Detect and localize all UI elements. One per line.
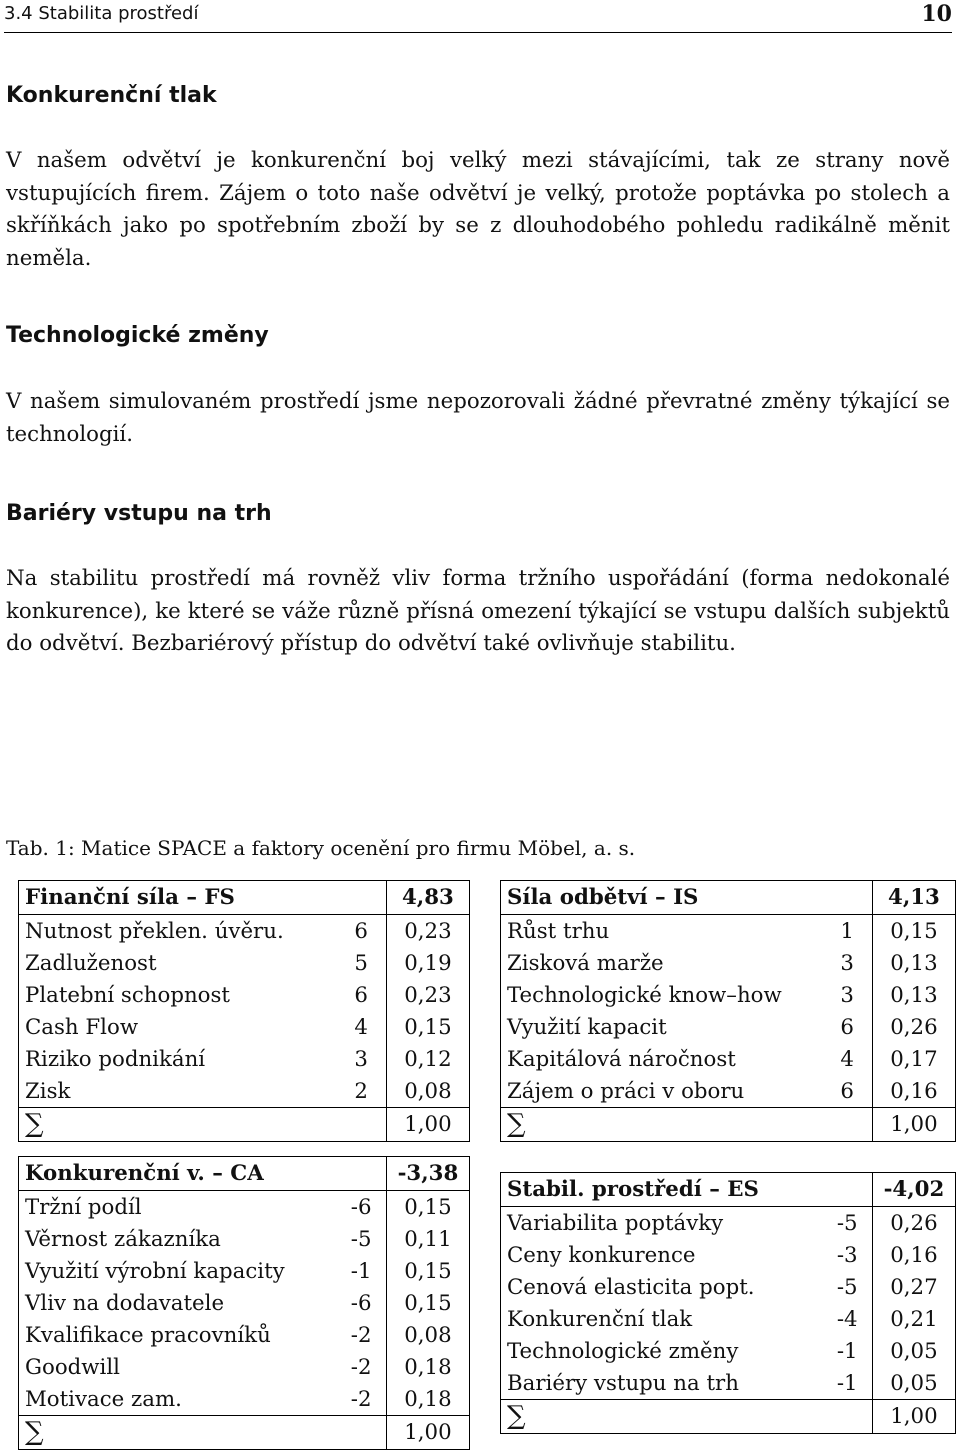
row-label: Ceny konkurence	[507, 1242, 696, 1268]
row-score: 6	[354, 982, 368, 1008]
row-label: Zisková marže	[507, 950, 664, 976]
row-label: Zadluženost	[25, 950, 157, 976]
row-label: Zájem o práci v oboru	[507, 1078, 745, 1104]
row-label: Konkurenční tlak	[507, 1306, 693, 1332]
row-label: Využití kapacit	[507, 1014, 667, 1040]
table-row	[501, 1303, 956, 1335]
is-title: Síla odbětví – IS	[501, 881, 873, 915]
sigma-symbol: ∑	[25, 1109, 44, 1139]
row-score: 6	[354, 918, 368, 944]
row-label: Variabilita poptávky	[507, 1210, 724, 1236]
paragraph-konkurencni-tlak: V našem odvětví je konkurenční boj velký mezi stávajícími, tak ze strany nově vstupujících firem. Zájem o toto naše odvětví je velký, protože poptávka po stolech a skříňkách jako po spotřebním zboží by se z dlouhodobého pohledu radikálně měnit neměla.	[6, 148, 950, 271]
row-weight: 0,23	[386, 979, 469, 1011]
ca-sum: 1,00	[386, 1416, 469, 1450]
row-label: Cenová elasticita popt.	[507, 1274, 755, 1300]
es-total: -4,02	[872, 1173, 955, 1207]
row-score: 5	[354, 950, 368, 976]
row-label: Kapitálová náročnost	[507, 1046, 736, 1072]
table-row	[19, 1255, 470, 1287]
sum-row	[501, 1400, 956, 1434]
heading-konkurencni-tlak: Konkurenční tlak	[6, 83, 217, 108]
table-row	[19, 1191, 470, 1224]
row-weight: 0,19	[386, 947, 469, 979]
table-row	[19, 1383, 470, 1416]
row-weight: 0,17	[872, 1043, 955, 1075]
es-title: Stabil. prostředí – ES	[501, 1173, 873, 1207]
row-score: -2	[350, 1322, 372, 1348]
heading-bariery-vstupu: Bariéry vstupu na trh	[6, 501, 272, 526]
row-weight: 0,23	[386, 915, 469, 948]
row-weight: 0,18	[386, 1351, 469, 1383]
row-score: 4	[840, 1046, 854, 1072]
table-row	[19, 1319, 470, 1351]
sum-row	[19, 1416, 470, 1450]
row-weight: 0,15	[386, 1191, 469, 1224]
table-row	[19, 1287, 470, 1319]
row-score: -5	[836, 1274, 858, 1300]
row-weight: 0,05	[872, 1335, 955, 1367]
row-label: Vliv na dodavatele	[25, 1290, 225, 1316]
is-total: 4,13	[872, 881, 955, 915]
row-weight: 0,18	[386, 1383, 469, 1416]
is-sum: 1,00	[872, 1108, 955, 1142]
row-score: -2	[350, 1354, 372, 1380]
row-score: -1	[836, 1370, 858, 1396]
sigma-symbol: ∑	[507, 1109, 526, 1139]
row-label: Růst trhu	[507, 918, 610, 944]
table-row	[501, 1239, 956, 1271]
row-score: 6	[840, 1078, 854, 1104]
space-table-right	[500, 880, 956, 1434]
section-title: 3.4 Stabilita prostředí	[4, 3, 199, 24]
table-row	[19, 1043, 470, 1075]
row-weight: 0,16	[872, 1075, 955, 1108]
sum-row	[501, 1108, 956, 1142]
table-row	[501, 915, 956, 948]
row-score: -6	[350, 1290, 372, 1316]
row-weight: 0,26	[872, 1207, 955, 1240]
table-header-row	[501, 881, 956, 915]
row-label: Tržní podíl	[25, 1194, 142, 1220]
row-weight: 0,08	[386, 1319, 469, 1351]
fs-title: Finanční síla – FS	[19, 881, 387, 915]
row-label: Kvalifikace pracovníků	[25, 1322, 271, 1348]
is-block	[501, 881, 956, 1142]
table-caption: Tab. 1: Matice SPACE a faktory ocenění pro firmu Möbel, a. s.	[6, 836, 636, 860]
table-row	[501, 1367, 956, 1400]
es-sum: 1,00	[872, 1400, 955, 1434]
row-label: Bariéry vstupu na trh	[507, 1370, 739, 1396]
table-row	[19, 1075, 470, 1108]
table-header-row	[501, 1173, 956, 1207]
row-score: 6	[840, 1014, 854, 1040]
row-weight: 0,05	[872, 1367, 955, 1400]
table-header-row	[19, 1157, 470, 1191]
ca-title: Konkurenční v. – CA	[19, 1157, 387, 1191]
row-weight: 0,15	[386, 1287, 469, 1319]
table-row	[501, 1011, 956, 1043]
table-row	[501, 979, 956, 1011]
sigma-symbol: ∑	[25, 1417, 44, 1447]
row-label: Platební schopnost	[25, 982, 230, 1008]
row-score: -4	[836, 1306, 858, 1332]
row-score: 3	[840, 950, 854, 976]
row-score: -5	[836, 1210, 858, 1236]
table-row	[19, 979, 470, 1011]
paragraph-technologicke-zmeny: V našem simulovaném prostředí jsme nepozorovali žádné převratné změny týkající se technologií.	[6, 389, 950, 447]
table-row	[19, 915, 470, 948]
row-weight: 0,27	[872, 1271, 955, 1303]
page-number: 10	[921, 1, 952, 27]
row-score: 2	[354, 1078, 368, 1104]
row-label: Využití výrobní kapacity	[25, 1258, 285, 1284]
table-row	[501, 1075, 956, 1108]
row-label: Zisk	[25, 1078, 71, 1104]
table-row	[501, 1335, 956, 1367]
row-label: Goodwill	[25, 1354, 120, 1380]
sum-row	[19, 1108, 470, 1142]
row-weight: 0,08	[386, 1075, 469, 1108]
space-table-left	[18, 880, 470, 1450]
sigma-symbol: ∑	[507, 1401, 526, 1431]
heading-technologicke-zmeny: Technologické změny	[6, 323, 269, 348]
row-weight: 0,15	[872, 915, 955, 948]
row-label: Nutnost překlen. úvěru.	[25, 918, 284, 944]
row-weight: 0,13	[872, 979, 955, 1011]
table-row	[501, 947, 956, 979]
row-score: -5	[350, 1226, 372, 1252]
row-weight: 0,16	[872, 1239, 955, 1271]
table-row	[19, 947, 470, 979]
row-weight: 0,15	[386, 1011, 469, 1043]
row-score: -3	[836, 1242, 858, 1268]
row-weight: 0,13	[872, 947, 955, 979]
fs-block	[19, 881, 470, 1142]
table-row	[19, 1011, 470, 1043]
row-label: Cash Flow	[25, 1014, 139, 1040]
row-score: -1	[350, 1258, 372, 1284]
es-block	[501, 1173, 956, 1434]
row-label: Technologické know–how	[507, 982, 782, 1008]
paragraph-bariery-vstupu: Na stabilitu prostředí má rovněž vliv forma tržního uspořádání (forma nedokonalé konkurence), ke které se váže různě přísná omezení týkající se vstupu dalších subjektů do odvětví. Bezbariérový přístup do odvětví také ovlivňuje stabilitu.	[6, 566, 950, 656]
row-score: 3	[354, 1046, 368, 1072]
table-row	[501, 1271, 956, 1303]
row-label: Technologické změny	[507, 1338, 739, 1364]
row-score: -2	[350, 1386, 372, 1412]
row-weight: 0,26	[872, 1011, 955, 1043]
row-score: 4	[354, 1014, 368, 1040]
row-label: Motivace zam.	[25, 1386, 182, 1412]
running-header	[4, 0, 952, 33]
table-row	[19, 1223, 470, 1255]
ca-block	[19, 1157, 470, 1450]
fs-sum: 1,00	[386, 1108, 469, 1142]
table-row	[501, 1207, 956, 1240]
row-score: 3	[840, 982, 854, 1008]
row-label: Věrnost zákazníka	[25, 1226, 221, 1252]
fs-total: 4,83	[386, 881, 469, 915]
table-header-row	[19, 881, 470, 915]
row-weight: 0,12	[386, 1043, 469, 1075]
row-weight: 0,11	[386, 1223, 469, 1255]
table-row	[19, 1351, 470, 1383]
row-score: -6	[350, 1194, 372, 1220]
row-score: 1	[840, 918, 854, 944]
ca-total: -3,38	[386, 1157, 469, 1191]
table-row	[501, 1043, 956, 1075]
row-label: Riziko podnikání	[25, 1046, 206, 1072]
row-weight: 0,15	[386, 1255, 469, 1287]
row-weight: 0,21	[872, 1303, 955, 1335]
row-score: -1	[836, 1338, 858, 1364]
